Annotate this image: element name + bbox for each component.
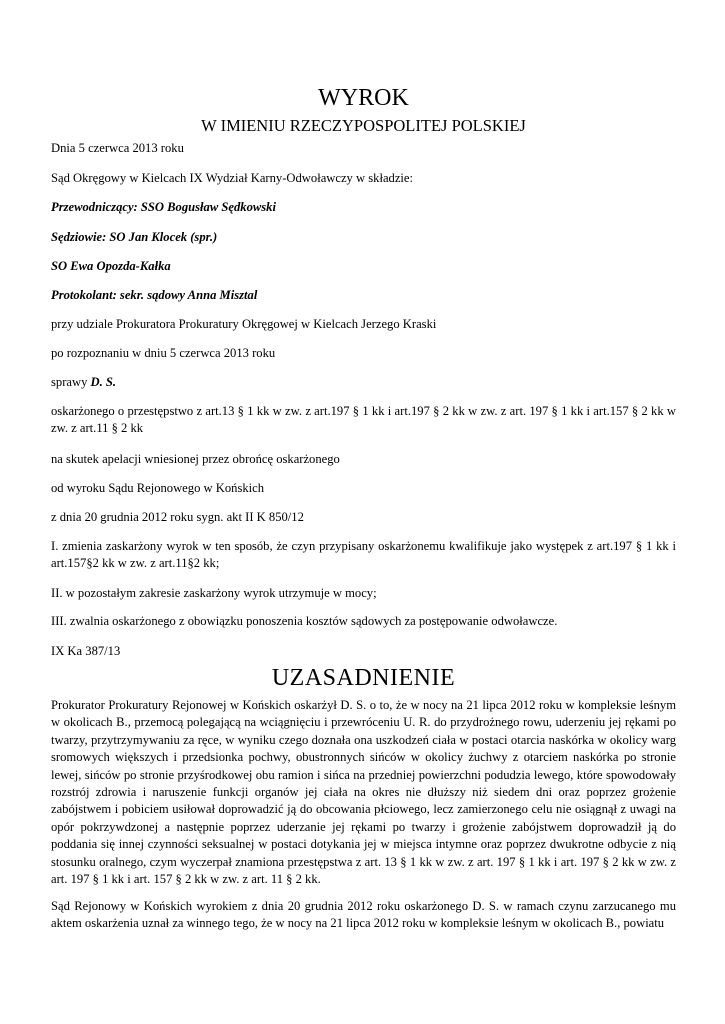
document-title: WYROK — [318, 85, 409, 111]
charge-text: oskarżonego o przestępstwo z art.13 § 1 kk w zw. z art.197 § 1 kk i art.197 § 2 kk w zw. z art. 197 § 1 kk i art.157 § 2 kk w zw. z art.11 § 2 kk — [51, 404, 676, 436]
prosecutor-presence: przy udziale Prokuratora Prokuratury Okręgowej w Kielcach Jerzego Kraski — [51, 317, 437, 331]
lower-court-judgment: od wyroku Sądu Rejonowego w Końskich — [51, 481, 265, 495]
judge-second: SO Ewa Opozda-Kałka — [51, 259, 171, 273]
justification-paragraph: Sąd Rejonowy w Końskich wyrokiem z dnia 20 grudnia 2012 roku oskarżonego D. S. w ramach czynu zarzucanego mu aktem oskarżenia uznał za winnego tego, że w nocy na 21 lipca 2012 roku w kompleksie leśnym w okolicach B., powiatu — [51, 899, 676, 931]
court-clerk: Protokolant: sekr. sądowy Anna Misztal — [51, 288, 258, 302]
court-composition: Sąd Okręgowy w Kielcach IX Wydział Karny-Odwoławczy w składzie: — [51, 171, 414, 185]
judges: Sędziowie: SO Jan Klocek (spr.) — [51, 230, 218, 244]
case-number: IX Ka 387/13 — [51, 644, 121, 658]
document-subtitle: W IMIENIU RZECZYPOSPOLITEJ POLSKIEJ — [201, 116, 526, 135]
case-prefix: sprawy — [51, 375, 91, 389]
justification-heading: UZASADNIENIE — [271, 665, 456, 691]
presiding-judge: Przewodniczący: SSO Bogusław Sędkowski — [51, 200, 276, 214]
defendant-name: D. S. — [90, 375, 117, 389]
ruling-item: III. zwalnia oskarżonego z obowiązku ponoszenia kosztów sądowych za postępowanie odwoławcze. — [51, 614, 558, 628]
lower-court-reference: z dnia 20 grudnia 2012 roku sygn. akt II K 850/12 — [51, 510, 304, 524]
justification-paragraph: Prokurator Prokuratury Rejonowej w Końskich oskarżył D. S. o to, że w nocy na 21 lipca 2012 roku w kompleksie leśnym w okolicach B., przemocą polegającą na wciągnięciu i przewróceniu U. R. do przydrożnego rowu, uderzeniu jej rękami po twarzy, przytrzymywaniu za ręce, w wyniku czego doznała ona uszkodzeń ciała w postaci otarcia naskórka w okolicy warg sromowych większych i przedsionka pochwy, obustronnych sińców w okolicy żuchwy z otarciem naskórka po stronie lewej, sińców po stronie przyśrodkowej obu ramion i sińca na przedniej powierzchni podudzia lewego, które spowodowały rozstrój zdrowia i naruszenie funkcji organów jej ciała na okres nie dłuższy niż siedem dni oraz poprzez grożenie zabójstwem i pobiciem usiłował doprowadzić ją do obcowania płciowego, lecz zamierzonego celu nie osiągnął z uwagi na opór pokrzywdzonej a następnie poprzez uderzanie jej rękami po twarzy i grożenie zabójstwem doprowadził ją do poddania się innej czynności seksualnej w postaci dotykania jej w miejsca intymne oraz poprzez dwukrotne odbycie z nią stosunku oralnego, czym wyczerpał znamiona przestępstwa z art. 13 § 1 kk w zw. z art. 197 § 1 kk i art. 197 § 2 kk w zw. z art. 197 § 1 kk i art. 157 § 2 kk w zw. z art. 11 § 2 kk. — [51, 698, 676, 887]
ruling-item: II. w pozostałym zakresie zaskarżony wyrok utrzymuje w mocy; — [51, 586, 377, 600]
ruling-item: I. zmienia zaskarżony wyrok w ten sposób, że czyn przypisany oskarżonemu kwalifikuje jako występek z art.197 § 1 kk i art.157§2 kk w zw. z art.11§2 kk; — [51, 539, 676, 571]
judgment-date: Dnia 5 czerwca 2013 roku — [51, 141, 184, 155]
appeal-info: na skutek apelacji wniesionej przez obrońcę oskarżonego — [51, 452, 340, 466]
hearing-date: po rozpoznaniu w dniu 5 czerwca 2013 roku — [51, 346, 276, 360]
case-of — [51, 374, 676, 391]
